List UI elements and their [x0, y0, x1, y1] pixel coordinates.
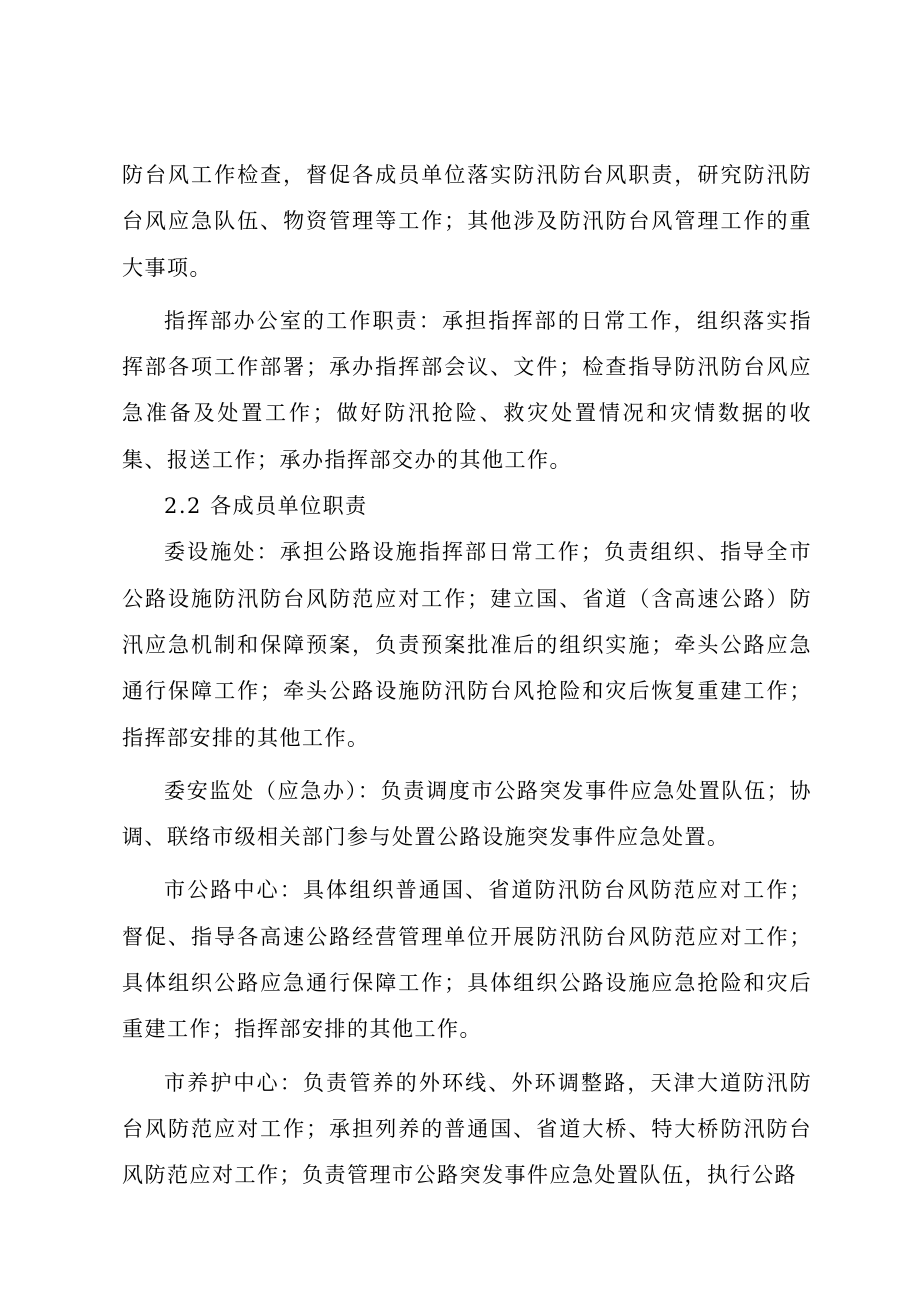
section-heading-2-2: 2.2 各成员单位职责: [164, 494, 368, 519]
paragraph-highway-center: 市公路中心：具体组织普通国、省道防汛防台风防范应对工作；督促、指导各高速公路经营管理单位开展防汛防台风防范应对工作；具体组织公路应急通行保障工作；具体组织公路设施应急抢险和灾后重建工作；指挥部安排的其他工作。: [122, 878, 812, 1042]
paragraph-facilities-division: 委设施处：承担公路设施指挥部日常工作；负责组织、指导全市公路设施防汛防台风防范应对工作；建立国、省道（含高速公路）防汛应急机制和保障预案，负责预案批准后的组织实施；牵头公路应急通行保障工作；牵头公路设施防汛防台风抢险和灾后恢复重建工作；指挥部安排的其他工作。: [122, 540, 812, 750]
paragraph-maintenance-center: 市养护中心：负责管养的外环线、外环调整路，天津大道防汛防台风防范应对工作；承担列养的普通国、省道大桥、特大桥防汛防台风防范应对工作；负责管理市公路突发事件应急处置队伍，执行公路: [122, 1070, 812, 1188]
paragraph-safety-division: 委安监处（应急办）：负责调度市公路突发事件应急处置队伍；协调、联络市级相关部门参与处置公路设施突发事件应急处置。: [122, 778, 812, 850]
paragraph-command-office-duties: 指挥部办公室的工作职责：承担指挥部的日常工作，组织落实指挥部各项工作部署；承办指挥部会议、文件；检查指导防汛防台风应急准备及处置工作；做好防汛抢险、救灾处置情况和灾情数据的收集、报送工作；承办指挥部交办的其他工作。: [122, 308, 812, 472]
paragraph-continuation: 防台风工作检查，督促各成员单位落实防汛防台风职责，研究防汛防台风应急队伍、物资管理等工作；其他涉及防汛防台风管理工作的重大事项。: [122, 163, 812, 280]
document-body: [122, 152, 812, 1199]
